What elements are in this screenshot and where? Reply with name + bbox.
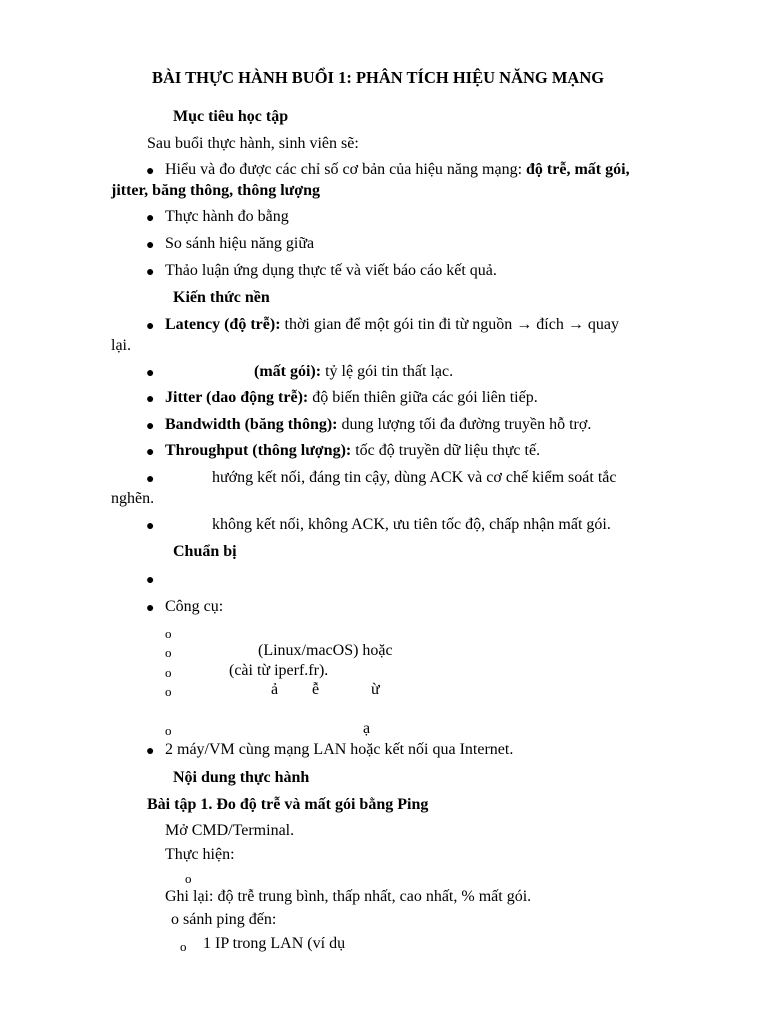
practice-heading: Nội dung thực hành — [173, 769, 310, 786]
latency-definition-cont: lại. — [111, 337, 131, 354]
udp-definition: không kết nối, không ACK, ưu tiên tốc độ, chấp nhận mất gói. — [212, 516, 611, 533]
latency-definition: Latency (độ trễ): thời gian để một gói tin đi từ nguồn → đích → quay — [165, 316, 619, 333]
circle-bullet-icon: o — [165, 665, 172, 680]
do-label: Thực hiện: — [165, 846, 235, 863]
objectives-heading: Mục tiêu học tập — [173, 108, 289, 125]
packet-loss-definition: (mất gói): tỷ lệ gói tin thất lạc. — [254, 363, 454, 380]
bullet-icon: ● — [146, 366, 155, 381]
tcp-definition-cont: nghẽn. — [111, 490, 155, 507]
tool-item-2: (Linux/macOS) hoặc — [258, 642, 393, 659]
objective-item-1: Hiểu và đo được các chỉ số cơ bản của hiệu năng mạng: độ trễ, mất gói, — [165, 161, 630, 178]
tool-item-4-b: ễ — [312, 681, 320, 698]
machines-requirement: 2 máy/VM cùng mạng LAN hoặc kết nối qua Internet. — [165, 741, 514, 758]
circle-bullet-icon: o — [165, 723, 172, 738]
objective-item-3: So sánh hiệu năng giữa — [165, 235, 315, 252]
record-step: Ghi lại: độ trễ trung bình, thấp nhất, cao nhất, % mất gói. — [165, 888, 532, 905]
prep-heading: Chuẩn bị — [173, 543, 237, 560]
page-title: BÀI THỰC HÀNH BUỔI 1: PHÂN TÍCH HIỆU NĂNG MẠNG — [152, 68, 605, 87]
open-terminal-step: Mở CMD/Terminal. — [165, 822, 295, 839]
bullet-icon: ● — [146, 319, 155, 334]
jitter-definition: Jitter (dao động trễ): độ biến thiên giữa các gói liên tiếp. — [165, 389, 538, 406]
objective-item-2: Thực hành đo bằng — [165, 208, 289, 225]
bullet-icon: ● — [146, 211, 155, 226]
objectives-intro: Sau buổi thực hành, sinh viên sẽ: — [147, 135, 359, 152]
bullet-icon: ● — [146, 744, 155, 759]
objective-item-4: Thảo luận ứng dụng thực tế và viết báo cáo kết quả. — [165, 262, 497, 279]
tools-label: Công cụ: — [165, 598, 224, 615]
bullet-icon: ● — [146, 419, 155, 434]
bullet-icon: ● — [146, 445, 155, 460]
bullet-icon: ● — [146, 164, 155, 179]
bullet-icon: ● — [146, 238, 155, 253]
tool-item-4-a: ả — [271, 681, 279, 698]
bullet-icon: ● — [146, 601, 155, 616]
throughput-definition: Throughput (thông lượng): tốc độ truyền dữ liệu thực tế. — [165, 442, 541, 459]
circle-bullet-icon: o — [165, 684, 172, 699]
bullet-icon: ● — [146, 519, 155, 534]
background-heading: Kiến thức nền — [173, 289, 270, 306]
bullet-icon: ● — [146, 265, 155, 280]
circle-bullet-icon: o — [185, 871, 192, 886]
bandwidth-definition: Bandwidth (băng thông): dung lượng tối đa đường truyền hỗ trợ. — [165, 416, 592, 433]
exercise-1-title: Bài tập 1. Đo độ trễ và mất gói bằng Ping — [147, 796, 429, 813]
tool-item-4-c: ừ — [371, 681, 380, 698]
tool-item-3: (cài từ iperf.fr). — [229, 662, 329, 679]
circle-bullet-icon: o — [180, 939, 187, 954]
bullet-icon: ● — [146, 472, 155, 487]
tool-item-5: ạ — [363, 720, 371, 737]
lan-item: 1 IP trong LAN (ví dụ — [203, 935, 346, 952]
objective-item-1-cont: jitter, băng thông, thông lượng — [111, 182, 321, 199]
circle-bullet-icon: o — [165, 626, 172, 641]
compare-step: o sánh ping đến: — [171, 911, 277, 928]
tcp-definition: hướng kết nối, đáng tin cậy, dùng ACK và cơ chế kiểm soát tắc — [212, 469, 617, 486]
bullet-icon: ● — [146, 392, 155, 407]
bullet-icon: ● — [146, 573, 155, 588]
circle-bullet-icon: o — [165, 645, 172, 660]
